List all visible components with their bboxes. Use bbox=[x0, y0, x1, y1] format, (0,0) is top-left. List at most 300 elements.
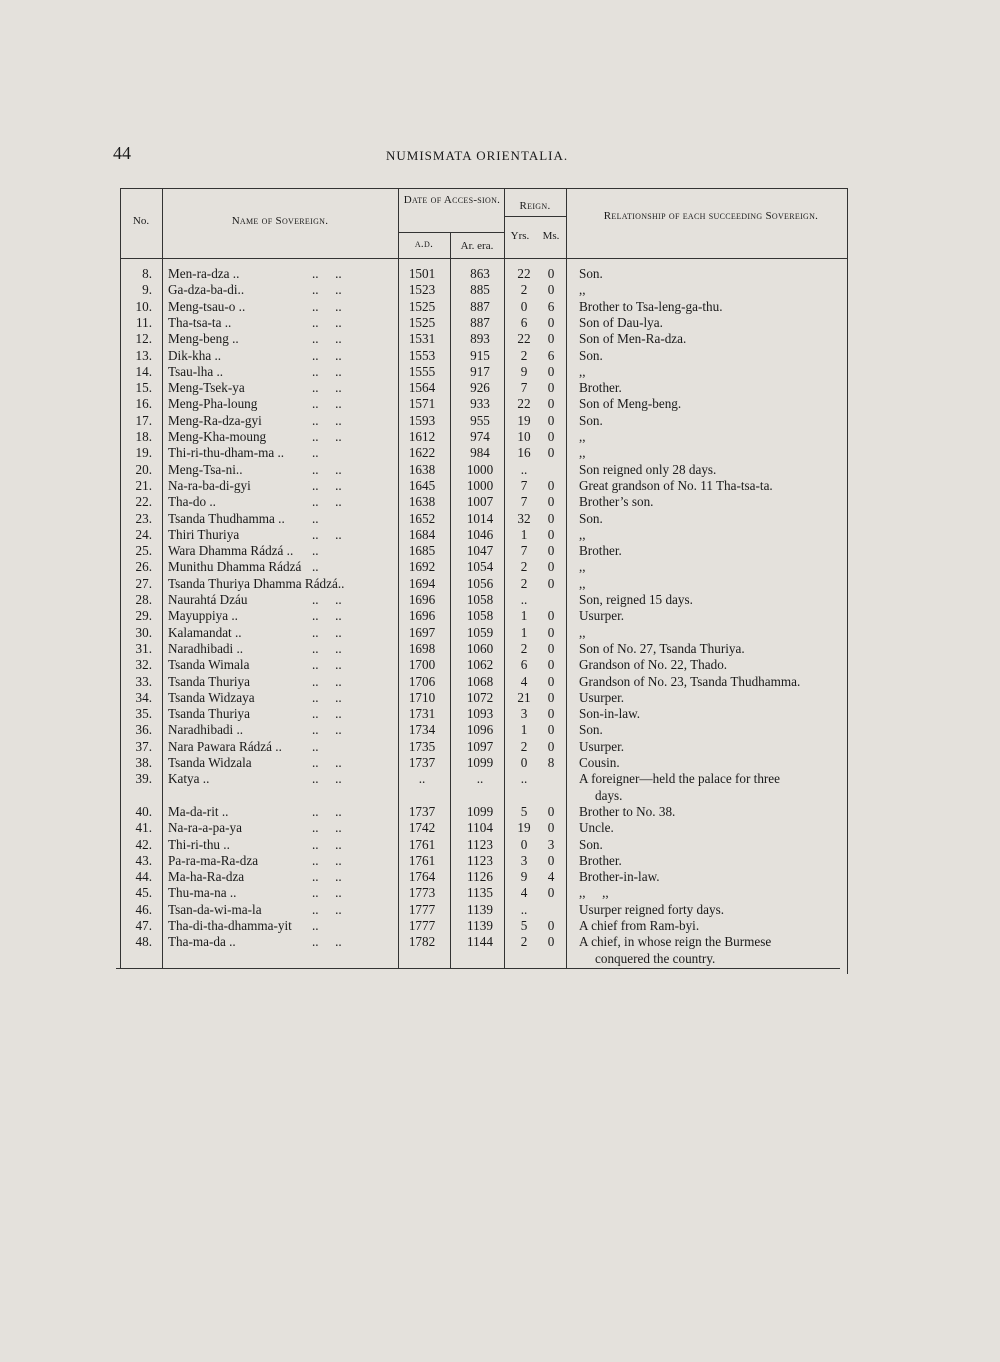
sovereigns-table bbox=[116, 188, 848, 973]
relationship: Brother. bbox=[579, 380, 622, 396]
sovereign-name: Tsanda Thudhamma .. bbox=[168, 510, 285, 526]
row-number: 39. bbox=[135, 771, 152, 787]
leader-dots: .. .. bbox=[312, 282, 342, 298]
running-title: NUMISMATA ORIENTALIA. bbox=[386, 148, 569, 163]
row-number: 25. bbox=[135, 543, 152, 559]
relationship: Grandson of No. 22, Thado. bbox=[579, 657, 728, 673]
row-number: 11. bbox=[136, 314, 152, 330]
header-relationship: Relationship of each succeeding Sovereign. bbox=[603, 210, 819, 222]
accession-ar-era: 1144 bbox=[467, 934, 493, 950]
row-number: 9. bbox=[142, 282, 152, 298]
accession-ad: 1761 bbox=[408, 852, 436, 868]
header-date: Date of Acces-sion. bbox=[403, 194, 501, 206]
reign-years: .. bbox=[520, 901, 528, 917]
relationship: ,, ,, bbox=[579, 885, 609, 901]
reign-years: 5 bbox=[520, 918, 528, 933]
relationship: Brother. bbox=[579, 852, 622, 868]
relationship: ,, bbox=[579, 445, 586, 461]
table-row bbox=[116, 494, 847, 510]
leader-dots: .. .. bbox=[312, 934, 342, 950]
leader-dots: .. .. bbox=[312, 673, 342, 689]
sovereign-name: Tha-di-tha-dhamma-yit bbox=[168, 918, 292, 933]
relationship-continued: days. bbox=[595, 787, 623, 803]
accession-ar-era: 1135 bbox=[467, 885, 493, 901]
row-number: 48. bbox=[135, 934, 152, 950]
accession-ar-era: 885 bbox=[470, 282, 490, 298]
sovereign-name: Tha-do .. bbox=[168, 494, 216, 510]
table-row bbox=[116, 625, 847, 641]
accession-ad: 1523 bbox=[408, 282, 436, 298]
relationship: Son. bbox=[579, 722, 603, 738]
accession-ar-era: 1139 bbox=[467, 918, 493, 933]
row-number: 41. bbox=[135, 820, 152, 836]
accession-ar-era: 1060 bbox=[466, 640, 494, 656]
row-number: 33. bbox=[135, 673, 152, 689]
table-top-rule bbox=[120, 188, 848, 189]
table-row bbox=[116, 608, 847, 624]
table-row bbox=[116, 543, 847, 559]
leader-dots: .. .. bbox=[312, 477, 342, 493]
reign-years: 4 bbox=[520, 673, 528, 689]
leader-dots: .. .. bbox=[312, 298, 342, 314]
sovereign-name: Thu-ma-na .. bbox=[168, 885, 237, 901]
sovereign-name: Nara Pawara Rádzá .. bbox=[168, 738, 282, 754]
reign-years: 32 bbox=[517, 510, 531, 526]
leader-dots: .. .. bbox=[312, 380, 342, 396]
relationship-continued: conquered the country. bbox=[595, 950, 716, 966]
relationship: Son-in-law. bbox=[579, 706, 641, 722]
accession-ad: 1612 bbox=[408, 429, 436, 444]
reign-months: 0 bbox=[547, 640, 555, 656]
leader-dots: .. .. bbox=[312, 608, 342, 624]
reign-months: 0 bbox=[547, 559, 555, 575]
reign-months: 0 bbox=[547, 543, 555, 559]
accession-ad: 1777 bbox=[408, 901, 436, 917]
table-row bbox=[116, 527, 847, 543]
accession-ad: 1684 bbox=[408, 526, 436, 542]
relationship: Brother-in-law. bbox=[579, 869, 660, 885]
leader-dots: .. bbox=[312, 559, 319, 575]
reign-months: 0 bbox=[547, 738, 555, 754]
reign-months: 0 bbox=[547, 363, 555, 379]
row-number: 8. bbox=[142, 266, 152, 281]
table-row bbox=[116, 804, 847, 820]
leader-dots: .. .. bbox=[312, 852, 342, 868]
accession-ar-era: 1046 bbox=[466, 526, 494, 542]
relationship: Son. bbox=[579, 836, 603, 852]
accession-ad: .. bbox=[418, 771, 426, 787]
accession-ad: 1622 bbox=[408, 445, 436, 461]
accession-ar-era: 1126 bbox=[467, 869, 493, 885]
accession-ad: 1764 bbox=[408, 869, 436, 885]
row-number: 38. bbox=[135, 755, 152, 770]
sovereign-name: Tsanda Wimala bbox=[168, 657, 250, 673]
accession-ad: 1731 bbox=[408, 706, 436, 722]
sovereign-name: Ma-da-rit .. bbox=[168, 803, 229, 819]
row-number: 21. bbox=[135, 477, 152, 493]
sovereign-name: Men-ra-dza .. bbox=[168, 266, 240, 281]
reign-years: 2 bbox=[520, 282, 528, 298]
sovereign-name: Tsanda Widzaya bbox=[168, 689, 255, 705]
table-row bbox=[116, 559, 847, 575]
reign-months: 4 bbox=[547, 869, 555, 885]
accession-ar-era: 887 bbox=[470, 314, 490, 330]
leader-dots: .. .. bbox=[312, 706, 342, 722]
relationship: Grandson of No. 23, Tsanda Thudhamma. bbox=[579, 673, 801, 689]
reign-months: 0 bbox=[547, 266, 555, 281]
header-reign: Reign. bbox=[519, 200, 551, 212]
relationship: Son. bbox=[579, 347, 603, 363]
table-row bbox=[116, 771, 847, 803]
sovereign-name: Pa-ra-ma-Ra-dza bbox=[168, 852, 259, 868]
row-number: 22. bbox=[135, 494, 152, 510]
sovereign-name: Ga-dza-ba-di.. bbox=[168, 282, 245, 298]
reign-years: 1 bbox=[520, 624, 528, 640]
reign-months: 0 bbox=[547, 803, 555, 819]
leader-dots: .. bbox=[312, 738, 319, 754]
leader-dots: .. .. bbox=[312, 526, 342, 542]
reign-years: 22 bbox=[517, 396, 531, 412]
leader-dots: .. .. bbox=[312, 885, 342, 901]
reign-years: 2 bbox=[520, 934, 528, 950]
row-number: 43. bbox=[135, 852, 152, 868]
row-number: 34. bbox=[135, 689, 152, 705]
accession-ar-era: 1123 bbox=[467, 852, 493, 868]
table-row bbox=[116, 674, 847, 690]
sovereign-name: Naurahtá Dzáu bbox=[168, 592, 248, 607]
leader-dots: .. .. bbox=[312, 429, 342, 444]
relationship: Son. bbox=[579, 266, 603, 281]
reign-years: 7 bbox=[520, 477, 528, 493]
reign-months: 0 bbox=[547, 445, 555, 461]
reign-years: .. bbox=[520, 592, 528, 607]
row-number: 29. bbox=[135, 608, 152, 624]
accession-ad: 1553 bbox=[408, 347, 436, 363]
relationship: Usurper. bbox=[579, 689, 625, 705]
accession-ar-era: 984 bbox=[470, 445, 490, 461]
reign-years: .. bbox=[520, 771, 528, 787]
relationship: Son of Men-Ra-dza. bbox=[579, 331, 687, 347]
accession-ad: 1692 bbox=[408, 559, 436, 575]
reign-years: 10 bbox=[517, 429, 531, 444]
table-row bbox=[116, 266, 847, 282]
header-yrs: Yrs. bbox=[510, 230, 530, 242]
reign-years: 5 bbox=[520, 803, 528, 819]
accession-ad: 1700 bbox=[408, 657, 436, 673]
table-row bbox=[116, 934, 847, 966]
relationship: ,, bbox=[579, 429, 586, 444]
relationship: Son reigned only 28 days. bbox=[579, 461, 717, 477]
row-number: 12. bbox=[135, 331, 152, 347]
accession-ad: 1742 bbox=[408, 820, 436, 836]
table-row bbox=[116, 755, 847, 771]
accession-ad: 1638 bbox=[408, 494, 436, 510]
sovereign-name: Thiri Thuriya bbox=[168, 526, 240, 542]
row-number: 16. bbox=[135, 396, 152, 412]
accession-ar-era: 1068 bbox=[466, 673, 494, 689]
row-number: 13. bbox=[135, 347, 152, 363]
accession-ar-era: .. bbox=[476, 771, 484, 787]
accession-ad: 1638 bbox=[408, 461, 436, 477]
row-number: 37. bbox=[135, 738, 152, 754]
accession-ar-era: 1058 bbox=[466, 592, 494, 607]
table-row bbox=[116, 380, 847, 396]
accession-ar-era: 1139 bbox=[467, 901, 493, 917]
accession-ar-era: 1059 bbox=[466, 624, 494, 640]
reign-years: 2 bbox=[520, 559, 528, 575]
reign-months: 0 bbox=[547, 852, 555, 868]
accession-ar-era: 974 bbox=[470, 429, 490, 444]
relationship: ,, bbox=[579, 559, 586, 575]
table-row bbox=[116, 364, 847, 380]
relationship: Brother to No. 38. bbox=[579, 803, 676, 819]
accession-ar-era: 1096 bbox=[466, 722, 494, 738]
table-row bbox=[116, 315, 847, 331]
leader-dots: .. .. bbox=[312, 803, 342, 819]
row-number: 15. bbox=[135, 380, 152, 396]
sovereign-name: Tha-ma-da .. bbox=[168, 934, 236, 950]
sovereign-name: Naradhibadi .. bbox=[168, 640, 244, 656]
table-row bbox=[116, 820, 847, 836]
sovereign-name: Tsanda Thuriya bbox=[168, 673, 250, 689]
relationship: ,, bbox=[579, 363, 586, 379]
accession-ad: 1782 bbox=[408, 934, 436, 950]
table-row bbox=[116, 282, 847, 298]
reign-years: 22 bbox=[517, 331, 531, 347]
header-ms: Ms. bbox=[542, 230, 560, 242]
leader-dots: .. bbox=[312, 445, 319, 461]
leader-dots: .. .. bbox=[312, 689, 342, 705]
row-number: 28. bbox=[135, 592, 152, 607]
accession-ad: 1698 bbox=[408, 640, 436, 656]
row-number: 19. bbox=[135, 445, 152, 461]
sovereign-name: Na-ra-a-pa-ya bbox=[168, 820, 242, 836]
table-row bbox=[116, 331, 847, 347]
leader-dots: .. .. bbox=[312, 657, 342, 673]
reign-months: 0 bbox=[547, 624, 555, 640]
reign-months: 0 bbox=[547, 575, 555, 591]
table-bottom-rule bbox=[116, 968, 840, 969]
table-row bbox=[116, 592, 847, 608]
leader-dots: .. .. bbox=[312, 640, 342, 656]
accession-ad: 1525 bbox=[408, 298, 436, 314]
sovereign-name: Tsanda Thuriya bbox=[168, 706, 250, 722]
accession-ar-era: 1056 bbox=[466, 575, 494, 591]
sovereign-name: Dik-kha .. bbox=[168, 347, 222, 363]
sovereign-name: Meng-Pha-loung bbox=[168, 396, 258, 412]
accession-ar-era: 1000 bbox=[466, 477, 494, 493]
row-number: 30. bbox=[135, 624, 152, 640]
leader-dots: .. .. bbox=[312, 869, 342, 885]
col-rule-7 bbox=[847, 188, 848, 974]
sovereign-name: Thi-ri-thu-dham-ma .. bbox=[168, 445, 285, 461]
reign-years: 19 bbox=[517, 820, 531, 836]
accession-ar-era: 926 bbox=[470, 380, 490, 396]
reign-months: 0 bbox=[547, 689, 555, 705]
relationship: Son of Dau-lya. bbox=[579, 314, 663, 330]
relationship: ,, bbox=[579, 526, 586, 542]
accession-ar-era: 1099 bbox=[466, 803, 494, 819]
reign-sub-rule bbox=[504, 216, 566, 217]
relationship: Usurper. bbox=[579, 738, 625, 754]
leader-dots: .. .. bbox=[312, 901, 342, 917]
table-row bbox=[116, 429, 847, 445]
accession-ar-era: 955 bbox=[470, 412, 490, 428]
reign-years: 9 bbox=[520, 363, 528, 379]
reign-years: 1 bbox=[520, 526, 528, 542]
sovereign-name: Tha-tsa-ta .. bbox=[168, 314, 232, 330]
accession-ar-era: 1000 bbox=[466, 461, 494, 477]
reign-months: 0 bbox=[547, 380, 555, 396]
row-number: 18. bbox=[135, 429, 152, 444]
date-sub-rule bbox=[398, 232, 504, 233]
leader-dots: .. .. bbox=[312, 396, 342, 412]
accession-ar-era: 1054 bbox=[466, 559, 494, 575]
accession-ar-era: 863 bbox=[470, 266, 490, 281]
reign-months: 0 bbox=[547, 885, 555, 901]
relationship: Son of No. 27, Tsanda Thuriya. bbox=[579, 640, 745, 656]
accession-ar-era: 933 bbox=[470, 396, 490, 412]
reign-years: 1 bbox=[520, 722, 528, 738]
sovereign-name: Tsanda Widzala bbox=[168, 755, 252, 770]
relationship: Son. bbox=[579, 412, 603, 428]
table-row bbox=[116, 706, 847, 722]
row-number: 45. bbox=[135, 885, 152, 901]
table-row bbox=[116, 902, 847, 918]
reign-years: 7 bbox=[520, 380, 528, 396]
reign-months: 0 bbox=[547, 494, 555, 510]
relationship: Brother. bbox=[579, 543, 622, 559]
sovereign-name: Meng-Ra-dza-gyi bbox=[168, 412, 262, 428]
reign-years: 3 bbox=[520, 706, 528, 722]
accession-ar-era: 1097 bbox=[466, 738, 494, 754]
reign-years: 0 bbox=[520, 836, 528, 852]
accession-ar-era: 1014 bbox=[466, 510, 494, 526]
table-row bbox=[116, 445, 847, 461]
reign-years: 7 bbox=[520, 543, 528, 559]
relationship: A chief, in whose reign the Burmese bbox=[579, 934, 772, 950]
reign-months: 0 bbox=[547, 934, 555, 950]
relationship: Brother to Tsa-leng-ga-thu. bbox=[579, 298, 723, 314]
sovereign-name: Meng-Tsek-ya bbox=[168, 380, 245, 396]
accession-ad: 1571 bbox=[408, 396, 436, 412]
table-row bbox=[116, 511, 847, 527]
reign-months: 6 bbox=[547, 298, 555, 314]
table-row bbox=[116, 722, 847, 738]
sovereign-name: Mayuppiya .. bbox=[168, 608, 238, 624]
table-row bbox=[116, 853, 847, 869]
leader-dots: .. .. bbox=[312, 771, 342, 787]
accession-ad: 1737 bbox=[408, 803, 436, 819]
accession-ad: 1761 bbox=[408, 836, 436, 852]
row-number: 17. bbox=[135, 412, 152, 428]
accession-ad: 1501 bbox=[408, 266, 436, 281]
sovereign-name: Meng-beng .. bbox=[168, 331, 239, 347]
relationship: A foreigner—held the palace for three bbox=[579, 771, 781, 787]
reign-years: 6 bbox=[520, 314, 528, 330]
leader-dots: .. .. bbox=[312, 624, 342, 640]
header-no: No. bbox=[132, 215, 150, 227]
accession-ad: 1685 bbox=[408, 543, 436, 559]
reign-years: 7 bbox=[520, 494, 528, 510]
row-number: 46. bbox=[135, 901, 152, 917]
reign-months: 0 bbox=[547, 412, 555, 428]
table-row bbox=[116, 478, 847, 494]
reign-years: 6 bbox=[520, 657, 528, 673]
relationship: Son of Meng-beng. bbox=[579, 396, 682, 412]
leader-dots: .. bbox=[312, 543, 319, 559]
accession-ad: 1734 bbox=[408, 722, 436, 738]
accession-ad: 1525 bbox=[408, 314, 436, 330]
reign-years: 4 bbox=[520, 885, 528, 901]
table-row bbox=[116, 641, 847, 657]
reign-years: 2 bbox=[520, 347, 528, 363]
sovereign-name: Munithu Dhamma Rádzá bbox=[168, 559, 302, 575]
header-ad: a.d. bbox=[414, 238, 434, 250]
leader-dots: .. bbox=[312, 510, 319, 526]
header-bottom-rule bbox=[120, 258, 848, 259]
accession-ar-era: 1062 bbox=[466, 657, 494, 673]
reign-years: 2 bbox=[520, 575, 528, 591]
reign-months: 0 bbox=[547, 477, 555, 493]
accession-ar-era: 1047 bbox=[466, 543, 494, 559]
sovereign-name: Wara Dhamma Rádzá .. bbox=[168, 543, 294, 559]
relationship: Uncle. bbox=[579, 820, 614, 836]
reign-years: 2 bbox=[520, 738, 528, 754]
relationship: ,, bbox=[579, 624, 586, 640]
leader-dots: .. .. bbox=[312, 412, 342, 428]
accession-ad: 1645 bbox=[408, 477, 436, 493]
leader-dots: .. bbox=[312, 918, 319, 933]
sovereign-name: Meng-Tsa-ni.. bbox=[168, 461, 243, 477]
leader-dots: .. .. bbox=[312, 363, 342, 379]
row-number: 23. bbox=[135, 510, 152, 526]
accession-ar-era: 893 bbox=[470, 331, 490, 347]
table-row bbox=[116, 462, 847, 478]
table-row bbox=[116, 690, 847, 706]
reign-months: 0 bbox=[547, 706, 555, 722]
accession-ad: 1706 bbox=[408, 673, 436, 689]
reign-months: 8 bbox=[547, 755, 555, 770]
table-row bbox=[116, 299, 847, 315]
row-number: 32. bbox=[135, 657, 152, 673]
accession-ad: 1652 bbox=[408, 510, 436, 526]
page-number: 44 bbox=[113, 143, 131, 163]
sovereign-name: Meng-Kha-moung bbox=[168, 429, 267, 444]
reign-years: 22 bbox=[517, 266, 531, 281]
accession-ar-era: 1123 bbox=[467, 836, 493, 852]
table-row bbox=[116, 885, 847, 901]
reign-months: 0 bbox=[547, 820, 555, 836]
sovereign-name: Tsanda Thuriya Dhamma Rádzá.. bbox=[168, 575, 345, 591]
row-number: 10. bbox=[135, 298, 152, 314]
header-ar-era: Ar. era. bbox=[460, 240, 494, 252]
row-number: 24. bbox=[135, 526, 152, 542]
accession-ad: 1737 bbox=[408, 755, 436, 770]
reign-months: 0 bbox=[547, 510, 555, 526]
accession-ad: 1531 bbox=[408, 331, 436, 347]
table-row bbox=[116, 918, 847, 934]
reign-months: 3 bbox=[547, 836, 555, 852]
accession-ad: 1777 bbox=[408, 918, 436, 933]
accession-ar-era: 1099 bbox=[466, 755, 494, 770]
reign-years: 16 bbox=[517, 445, 531, 461]
accession-ar-era: 917 bbox=[470, 363, 490, 379]
row-number: 27. bbox=[135, 575, 152, 591]
relationship: Brother’s son. bbox=[579, 494, 654, 510]
accession-ad: 1564 bbox=[408, 380, 436, 396]
reign-years: 3 bbox=[520, 852, 528, 868]
